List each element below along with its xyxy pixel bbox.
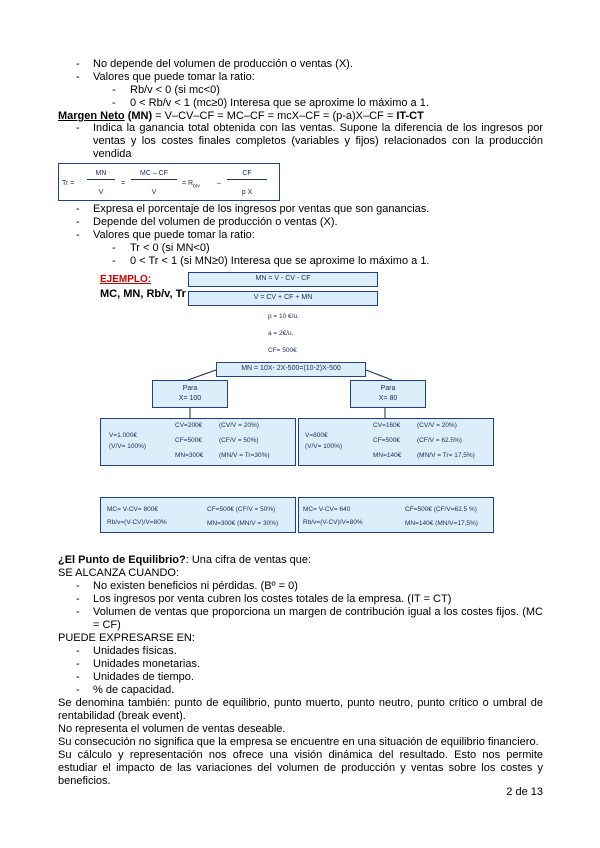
mn-description: Indica la ganancia total obtenida con las ventas. Supone la diferencia de los ingresos por ventas y los costes finales completos (variables y fijos) relacionados con la producción vendida [93, 122, 543, 160]
para-label: Para [182, 385, 198, 392]
cf-summary: CF=500€ (CF/V = 50%) [207, 506, 276, 513]
bullet-dash: - [112, 97, 116, 109]
para-x100-box [152, 380, 228, 408]
bullet-dash: - [76, 645, 80, 657]
ejemplo-subtitle: MC, MN, Rb/v, Tr [100, 288, 186, 300]
eq-f2-num: MC – CF [140, 170, 168, 177]
bullet-dash: - [112, 255, 116, 267]
bullet-dash: - [76, 606, 80, 618]
bullet-dash: - [76, 580, 80, 592]
arrow-left [188, 370, 216, 380]
cf-value: CF=500€ [373, 437, 400, 444]
pe-title-rest: : Una cifra de ventas que: [185, 554, 312, 566]
mn-summary: MN=300€ (MN/V = 30%) [207, 520, 279, 527]
eq-mid-sub: b/v [193, 183, 200, 190]
unit-cost-value: a = 2€/u. [268, 330, 294, 337]
text-line: Los ingresos por venta cubren los costes totales de la empresa. (IT = CT) [93, 593, 452, 605]
text-line: 0 < Rb/v < 1 (mc≥0) Interesa que se aproxime lo máximo a 1. [130, 97, 429, 109]
mn-result: IT-CT [396, 110, 424, 122]
rbv-value: Rb/v=(V-CV)/V=80% [303, 519, 363, 526]
text-line: Volumen de ventas que proporciona un margen de contribución igual a los costes fijos. (MC = CF) [93, 606, 543, 631]
bullet-dash: - [76, 684, 80, 696]
para-x-value: X= 100 [178, 395, 202, 402]
paragraph: Se denomina también: punto de equilibrio, punto muerto, punto neutro, punto crítico o umbral de rentabilidad (break event). [58, 697, 543, 722]
cf-summary: CF=500€ (CF/V=62.5 %) [405, 506, 477, 513]
mc-value: MC= V-CV= 640 [303, 506, 351, 513]
sales-value: V=1.000€ [109, 432, 138, 439]
rbv-value: Rb/v=(V-CV)/V=80% [107, 519, 167, 526]
fixed-cost-value: CF= 500€ [268, 347, 297, 354]
mn-value: MN=140€ [373, 452, 402, 459]
cv-value: CV=160€ [373, 422, 401, 429]
cf-ratio: (CF/V = 50%) [219, 437, 259, 444]
arrow-right [366, 370, 392, 380]
mn-formula-box: MN = V - CV - CF [188, 272, 378, 287]
text-line: Valores que puede tomar la ratio: [93, 229, 255, 241]
mn-ratio: (MN/V = Tr= 17,5%) [417, 452, 475, 459]
cv-ratio: (CV/V = 20%) [219, 422, 259, 429]
eq-lhs: Tr = [62, 180, 75, 187]
eq-f1-num: MN [95, 170, 107, 177]
summary-block-left [100, 497, 296, 533]
result-block-right [298, 418, 494, 466]
sales-value: V=800€ [305, 432, 328, 439]
eq-minus: – [217, 180, 221, 187]
cf-ratio: (CF/V = 62.5%) [417, 437, 462, 444]
para-x-value: X= 80 [378, 395, 398, 402]
cf-value: CF=500€ [175, 437, 202, 444]
bullet-dash: - [76, 58, 80, 70]
page-number: 2 de 13 [506, 786, 543, 798]
text-line: Unidades físicas. [93, 645, 177, 657]
pe-title: ¿El Punto de Equilibrio? [58, 554, 186, 566]
text-line: % de capacidad. [93, 684, 175, 696]
text-line: Rb/v < 0 (si mc<0) [130, 84, 220, 96]
sales-ratio: (V/V= 100%) [305, 443, 343, 450]
text-line: 0 < Tr < 1 (si MN≥0) Interesa que se aproxime lo máximo a 1. [130, 255, 430, 267]
bullet-dash: - [76, 658, 80, 670]
ejemplo-label: EJEMPLO: [100, 274, 152, 285]
bullet-dash: - [112, 242, 116, 254]
mn-formula: = V–CV–CF = MC–CF = mcX–CF = (p-a)X–CF = [152, 110, 397, 122]
mc-value: MC= V-CV= 800€ [107, 506, 158, 513]
bullet-dash: - [76, 229, 80, 241]
text-line: Valores que puede tomar la ratio: [93, 71, 255, 83]
price-value: p = 10 €/u. [268, 313, 299, 320]
eq-f1-den: V [98, 189, 104, 196]
cv-ratio: (CV/V = 20%) [417, 422, 457, 429]
paragraph: Su consecución no significa que la empresa se encuentre en una situación de equilibrio financiero. [58, 736, 539, 748]
bullet-dash: - [76, 216, 80, 228]
sales-ratio: (V/V= 100%) [109, 443, 147, 450]
bullet-dash: - [76, 593, 80, 605]
text-line: No existen beneficios ni pérdidas. (Bº = 0) [93, 580, 298, 592]
mn-ratio: (MN/V = Tr=30%) [219, 452, 270, 459]
para-x80-box [350, 380, 426, 408]
eq-f3-den: p X [241, 189, 253, 196]
eq-f2-den: V [151, 189, 157, 196]
bullet-dash: - [76, 203, 80, 215]
result-block-left [100, 418, 296, 466]
mn-summary: MN=140€ (MN/V=17,5%) [405, 520, 478, 527]
mn-value: MN=300€ [175, 452, 204, 459]
cv-value: CV=200€ [175, 422, 203, 429]
text-line: No depende del volumen de producción o ventas (X). [93, 58, 353, 70]
pe-heading [58, 554, 311, 567]
bullet-dash: - [76, 671, 80, 683]
mn-title: Margen Neto [58, 110, 125, 122]
summary-block-right [298, 497, 494, 533]
bullet-dash: - [76, 71, 80, 83]
text-line: Depende del volumen de producción o ventas (X). [93, 216, 338, 228]
bullet-dash: - [112, 84, 116, 96]
equals-sign: = [121, 180, 126, 187]
eq-mid-text: = R [182, 180, 194, 187]
eq-f3-num: CF [242, 170, 252, 177]
mn-equation-box: MN = 10X- 2X-500=(10-2)X-500 [216, 362, 366, 377]
text-line: Unidades monetarias. [93, 658, 201, 670]
v-formula-box: V = CV + CF + MN [188, 291, 378, 306]
bullet-dash: - [76, 122, 80, 134]
text-line: Tr < 0 (si MN<0) [130, 242, 210, 254]
para-label: Para [380, 385, 396, 392]
text-line: PUEDE EXPRESARSE EN: [58, 632, 195, 644]
mn-abbr: (MN) [127, 110, 153, 122]
text-line: SE ALCANZA CUANDO: [58, 567, 180, 579]
paragraph: Su cálculo y representación nos ofrece una visión dinámica del resultado. Esto nos permite estudiar el impacto de las variaciones del volumen de producción y ventas sobre los costes y beneficios. [58, 749, 543, 787]
text-line: Expresa el porcentaje de los ingresos por ventas que son ganancias. [93, 203, 430, 215]
paragraph: No representa el volumen de ventas deseable. [58, 723, 286, 735]
text-line: Unidades de tiempo. [93, 671, 194, 683]
